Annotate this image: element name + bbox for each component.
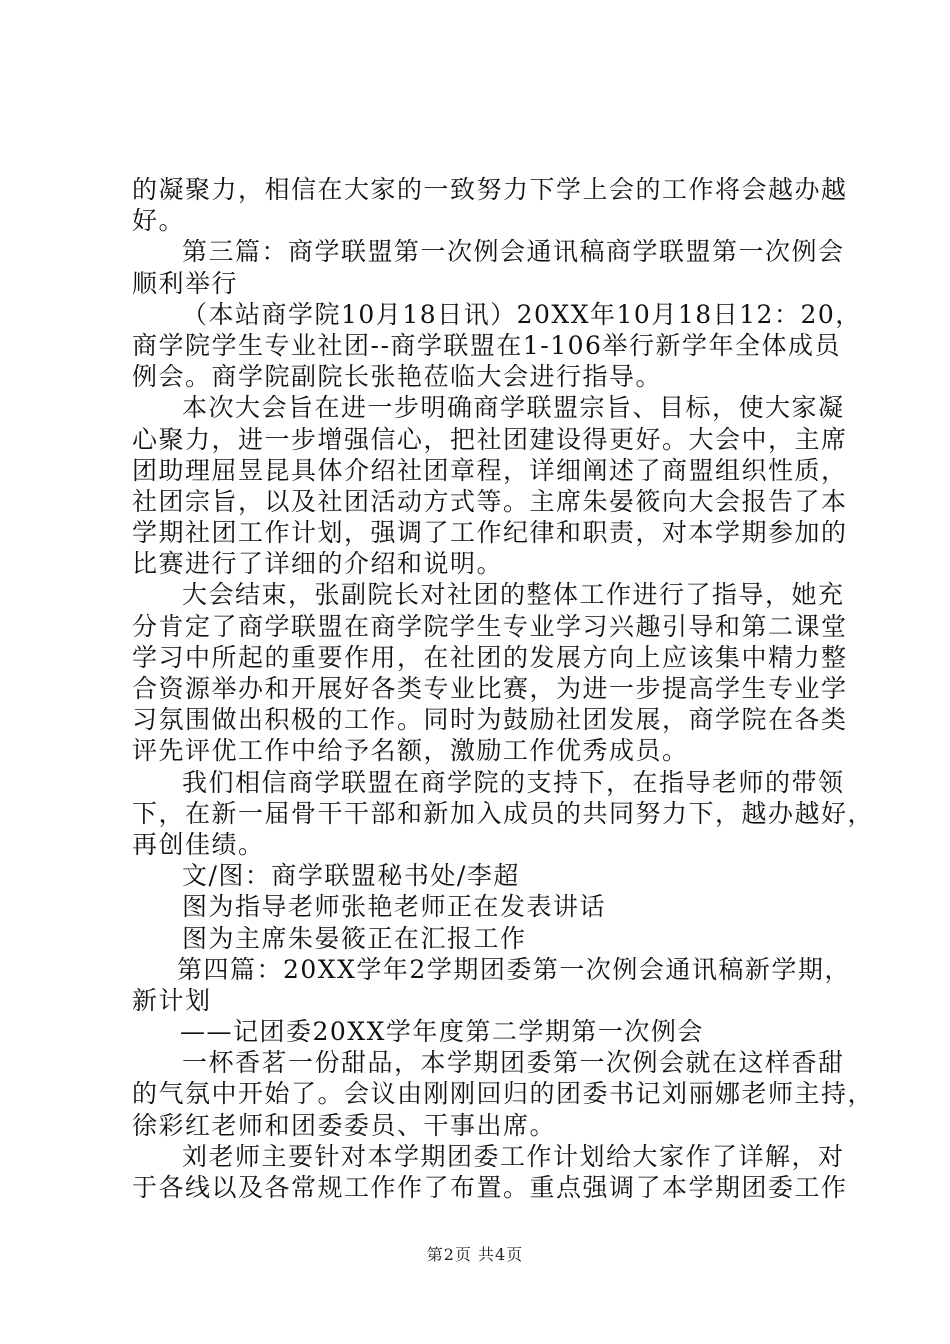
paragraph-line: 比赛进行了详细的介绍和说明。 [132, 549, 504, 579]
page-number-footer: 第2页 共4页 [426, 1245, 524, 1264]
paragraph-line: 学习中所起的重要作用，在社团的发展方向上应该集中精力整 [132, 642, 848, 672]
section-heading-line: 顺利举行 [132, 268, 239, 298]
paragraph-line: 一杯香茗一份甜品，本学期团委第一次例会就在这样香甜 [182, 1048, 845, 1078]
caption-line: 图为指导老师张艳老师正在发表讲话 [182, 892, 607, 922]
paragraph-line: 我们相信商学联盟在商学院的支持下，在指导老师的带领 [182, 767, 845, 797]
paragraph-line: 商学院学生专业社团--商学联盟在1-106举行新学年全体成员 [132, 330, 841, 360]
paragraph-line: 本次大会旨在进一步明确商学联盟宗旨、目标，使大家凝 [182, 393, 845, 423]
paragraph-line: 徐彩红老师和团委委员、干事出席。 [132, 1110, 557, 1140]
paragraph-line: 的凝聚力，相信在大家的一致努力下学上会的工作将会越办越 [132, 175, 848, 204]
paragraph-line: 例会。商学院副院长张艳莅临大会进行指导。 [132, 362, 663, 392]
paragraph-line: 好。 [132, 206, 186, 236]
paragraph-line: 合资源举办和开展好各类专业比赛，为进一步提高学生专业学 [132, 674, 848, 703]
paragraph-line: 刘老师主要针对本学期团委工作计划给大家作了详解，对 [182, 1141, 845, 1171]
paragraph-line: 团助理屈昱昆具体介绍社团章程，详细阐述了商盟组织性质， [132, 455, 848, 485]
caption-line: 图为主席朱晏筱正在汇报工作 [182, 923, 527, 953]
section-heading-line: 新计划 [132, 985, 212, 1015]
paragraph-line: 学期社团工作计划，强调了工作纪律和职责，对本学期参加的 [132, 518, 848, 548]
document-body [132, 174, 875, 1203]
paragraph-line: 社团宗旨，以及社团活动方式等。主席朱晏筱向大会报告了本 [132, 486, 848, 516]
paragraph-line: 再创佳绩。 [132, 829, 265, 859]
paragraph-line: 心聚力，进一步增强信心，把社团建设得更好。大会中，主席 [132, 424, 848, 454]
paragraph-line: （本站商学院10月18日讯）20XX年10月18日12：20， [182, 299, 862, 329]
paragraph-line: 评先评优工作中给予名额，激励工作优秀成员。 [132, 736, 689, 766]
paragraph-line: 的气氛中开始了。会议由刚刚回归的团委书记刘丽娜老师主持， [132, 1079, 875, 1109]
section-heading-line: 第四篇：20XX学年2学期团委第一次例会通讯稿新学期， [177, 954, 851, 984]
section-heading-line: 第三篇：商学联盟第一次例会通讯稿商学联盟第一次例会 [182, 237, 845, 267]
paragraph-line: 大会结束，张副院长对社团的整体工作进行了指导，她充 [182, 580, 845, 610]
paragraph-line: 于各线以及各常规工作作了布置。重点强调了本学期团委工作 [132, 1173, 848, 1202]
paragraph-line: 分肯定了商学联盟在商学院学生专业学习兴趣引导和第二课堂 [132, 611, 848, 641]
subtitle-line: ——记团委20XX学年度第二学期第一次例会 [180, 1017, 704, 1047]
paragraph-line: 下，在新一届骨干干部和新加入成员的共同努力下，越办越好， [132, 798, 875, 828]
credit-line: 文/图：商学联盟秘书处/李超 [182, 861, 520, 891]
paragraph-line: 习氛围做出积极的工作。同时为鼓励社团发展，商学院在各类 [132, 705, 848, 735]
